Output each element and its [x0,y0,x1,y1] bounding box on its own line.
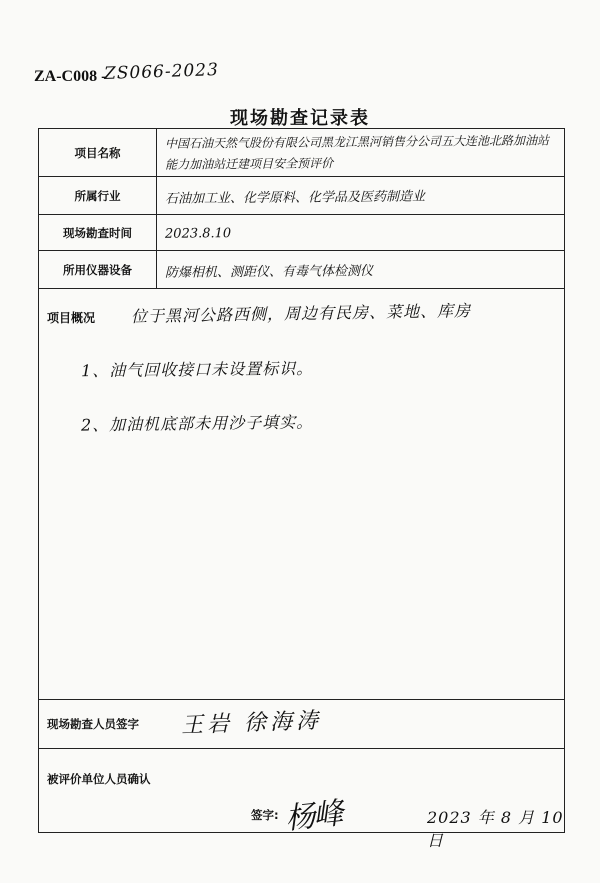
surveyor-signatures: 王岩 徐海涛 [180,708,323,739]
overview-item-2: 2、加油机底部未用沙子填实。 [80,412,314,435]
page-title: 现场勘查记录表 [230,108,370,129]
overview-main-text: 位于黑河公路西侧，周边有民房、菜地、库房 [130,301,472,326]
value-survey-time: 2023.8.10 [164,226,232,242]
label-industry: 所属行业 [39,177,157,214]
doc-code: ZA-C008 - [34,68,107,85]
label-project-name: 项目名称 [39,129,157,176]
value-project-name: 中国石油天然气股份有限公司黑龙江黑河销售分公司五大连池北路加油站 能力加油站迁建项目安全预评价 [164,132,549,172]
label-survey-time: 现场勘查时间 [39,215,157,250]
row-industry [39,177,564,215]
label-surveyor-signature: 现场勘查人员签字 [47,717,139,731]
overview-item-1: 1、油气回收接口未设置标识。 [80,358,314,381]
record-form [38,128,565,850]
label-unit-confirm: 被评价单位人员确认 [47,772,151,786]
label-overview: 项目概况 [47,311,96,325]
doc-code-handwritten: ZS066-2023 [103,60,220,84]
value-equipment: 防爆相机、测距仪、有毒气体检测仪 [164,263,374,281]
row-surveyor-signature [39,699,564,749]
unit-signature: 杨峰 [283,796,344,837]
sign-date: 2023 年 8 月 10 日 [427,808,564,850]
value-industry: 石油加工业、化学原料、化学品及医药制造业 [164,189,426,207]
label-equipment: 所用仪器设备 [39,251,157,288]
row-survey-time [39,215,564,251]
label-sign: 签字: [251,808,279,822]
row-equipment [39,251,564,289]
row-project-name [39,129,564,177]
